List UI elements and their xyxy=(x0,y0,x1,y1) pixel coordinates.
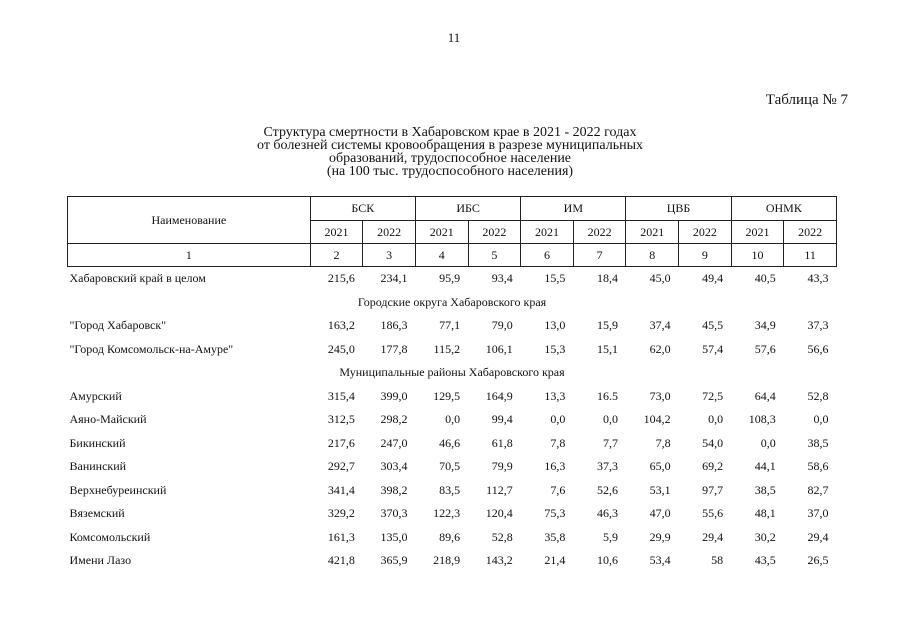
page-number: 11 xyxy=(447,30,461,45)
value-cell: 45,0 xyxy=(649,271,671,286)
value-cell: 186,3 xyxy=(380,318,408,333)
value-cell: 215,6 xyxy=(327,271,355,286)
territory-name: "Город Комсомольск-на-Амуре" xyxy=(69,341,234,356)
table-row xyxy=(68,338,837,362)
value-cell: 315,4 xyxy=(327,388,355,403)
column-number: 3 xyxy=(363,244,416,267)
value-cell: 218,9 xyxy=(433,553,461,568)
value-cell: 18,4 xyxy=(596,271,618,286)
table-row xyxy=(68,314,837,338)
value-cell: 61,8 xyxy=(491,435,513,450)
column-number: 7 xyxy=(573,244,626,267)
value-cell: 112,7 xyxy=(486,482,513,497)
value-cell: 97,7 xyxy=(702,482,724,497)
table-row xyxy=(68,526,837,550)
value-cell: 82,7 xyxy=(807,482,829,497)
value-cell: 95,9 xyxy=(439,271,461,286)
group-header-ibs: ИБС xyxy=(415,197,520,221)
value-cell: 40,5 xyxy=(754,271,776,286)
table-label: Таблица № 7 xyxy=(765,92,848,108)
value-cell: 72,5 xyxy=(702,388,724,403)
value-cell: 77,1 xyxy=(439,318,461,333)
territory-name: Вяземский xyxy=(69,506,125,521)
value-cell: 62,0 xyxy=(649,341,671,356)
column-number: 10 xyxy=(731,244,784,267)
value-cell: 69,2 xyxy=(702,459,724,474)
value-cell: 161,3 xyxy=(327,529,355,544)
value-cell: 421,8 xyxy=(327,553,355,568)
value-cell: 341,4 xyxy=(327,482,355,497)
value-cell: 247,0 xyxy=(380,435,408,450)
territory-name: Верхнебуреинский xyxy=(69,482,167,497)
value-cell: 135,0 xyxy=(380,529,408,544)
column-number: 2 xyxy=(310,244,363,267)
value-cell: 164,9 xyxy=(485,388,513,403)
territory-name: Ванинский xyxy=(69,459,127,474)
table-row xyxy=(68,549,837,573)
value-cell: 49,4 xyxy=(702,271,724,286)
value-cell: 217,6 xyxy=(327,435,355,450)
year-header: 2021 xyxy=(731,221,784,244)
value-cell: 70,5 xyxy=(439,459,461,474)
value-cell: 38,5 xyxy=(807,435,829,450)
value-cell: 79,0 xyxy=(491,318,513,333)
value-cell: 292,7 xyxy=(327,459,355,474)
value-cell: 89,6 xyxy=(439,529,461,544)
table-row xyxy=(68,479,837,503)
column-number: 1 xyxy=(68,244,311,267)
value-cell: 129,5 xyxy=(433,388,461,403)
value-cell: 104,2 xyxy=(643,412,671,427)
value-cell: 177,8 xyxy=(380,341,408,356)
value-cell: 46,6 xyxy=(439,435,461,450)
value-cell: 143,2 xyxy=(485,553,513,568)
value-cell: 48,1 xyxy=(754,506,776,521)
value-cell: 47,0 xyxy=(649,506,671,521)
value-cell: 122,3 xyxy=(433,506,461,521)
year-header: 2021 xyxy=(521,221,574,244)
year-header: 2022 xyxy=(784,221,837,244)
value-cell: 303,4 xyxy=(380,459,408,474)
value-cell: 15,5 xyxy=(544,271,566,286)
value-cell: 21,4 xyxy=(544,553,566,568)
value-cell: 34,9 xyxy=(754,318,776,333)
column-number: 5 xyxy=(468,244,521,267)
value-cell: 52,8 xyxy=(491,529,513,544)
territory-name: Бикинский xyxy=(69,435,126,450)
value-cell: 106,1 xyxy=(485,341,513,356)
territory-name: Комсомольский xyxy=(69,529,151,544)
value-cell: 46,3 xyxy=(596,506,618,521)
column-number: 11 xyxy=(784,244,837,267)
column-number: 6 xyxy=(521,244,574,267)
value-cell: 37,3 xyxy=(807,318,829,333)
value-cell: 15,3 xyxy=(544,341,566,356)
value-cell: 64,4 xyxy=(754,388,776,403)
column-number: 8 xyxy=(626,244,679,267)
value-cell: 99,4 xyxy=(491,412,513,427)
value-cell: 234,1 xyxy=(380,271,408,286)
table-row xyxy=(68,267,837,291)
table-body xyxy=(68,267,837,573)
year-header: 2021 xyxy=(626,221,679,244)
value-cell: 38,5 xyxy=(754,482,776,497)
value-cell: 29,4 xyxy=(807,529,829,544)
value-cell: 0,0 xyxy=(760,435,776,450)
value-cell: 298,2 xyxy=(380,412,408,427)
value-cell: 245,0 xyxy=(327,341,355,356)
mortality-table xyxy=(67,196,837,573)
value-cell: 0,0 xyxy=(813,412,829,427)
value-cell: 44,1 xyxy=(754,459,776,474)
value-cell: 57,4 xyxy=(702,341,724,356)
value-cell: 13,0 xyxy=(544,318,566,333)
year-header: 2022 xyxy=(573,221,626,244)
value-cell: 108,3 xyxy=(748,412,776,427)
year-header: 2021 xyxy=(415,221,468,244)
table-title xyxy=(200,126,700,178)
value-cell: 30,2 xyxy=(754,529,776,544)
section-row xyxy=(68,361,837,385)
value-cell: 93,4 xyxy=(491,271,513,286)
value-cell: 79,9 xyxy=(491,459,513,474)
value-cell: 7,8 xyxy=(655,435,671,450)
table-row xyxy=(68,455,837,479)
year-header: 2022 xyxy=(679,221,732,244)
table-row xyxy=(68,502,837,526)
value-cell: 7,6 xyxy=(550,482,566,497)
title-line: Структура смертности в Хабаровском крае в 2021 - 2022 годах xyxy=(263,125,637,140)
value-cell: 120,4 xyxy=(485,506,513,521)
title-line: (на 100 тыс. трудоспособного населения) xyxy=(326,164,574,179)
column-number: 9 xyxy=(679,244,732,267)
title-line: от болезней системы кровообращения в разрезе муниципальных xyxy=(257,138,643,153)
value-cell: 7,8 xyxy=(550,435,566,450)
table-row xyxy=(68,408,837,432)
value-cell: 26,5 xyxy=(807,553,829,568)
value-cell: 43,5 xyxy=(754,553,776,568)
value-cell: 65,0 xyxy=(649,459,671,474)
value-cell: 0,0 xyxy=(602,412,618,427)
value-cell: 13,3 xyxy=(544,388,566,403)
value-cell: 163,2 xyxy=(327,318,355,333)
value-cell: 58,6 xyxy=(807,459,829,474)
value-cell: 7,7 xyxy=(602,435,618,450)
value-cell: 37,0 xyxy=(807,506,829,521)
title-line: образований, трудоспособное население xyxy=(328,151,572,166)
value-cell: 5,9 xyxy=(602,529,618,544)
value-cell: 54,0 xyxy=(702,435,724,450)
value-cell: 0,0 xyxy=(445,412,461,427)
value-cell: 53,4 xyxy=(649,553,671,568)
name-header: Наименование xyxy=(68,197,311,244)
group-header-cvb: ЦВБ xyxy=(626,197,731,221)
value-cell: 58 xyxy=(711,553,724,568)
column-number: 4 xyxy=(415,244,468,267)
value-cell: 37,4 xyxy=(649,318,671,333)
value-cell: 52,8 xyxy=(807,388,829,403)
value-cell: 15,9 xyxy=(596,318,618,333)
value-cell: 398,2 xyxy=(380,482,408,497)
value-cell: 312,5 xyxy=(327,412,355,427)
value-cell: 115,2 xyxy=(433,341,461,356)
value-cell: 0,0 xyxy=(708,412,724,427)
territory-name: Аяно-Майский xyxy=(69,412,147,427)
group-header-im: ИМ xyxy=(521,197,626,221)
territory-name: "Город Хабаровск" xyxy=(69,318,167,333)
value-cell: 52,6 xyxy=(596,482,618,497)
value-cell: 37,3 xyxy=(596,459,618,474)
value-cell: 370,3 xyxy=(380,506,408,521)
value-cell: 75,3 xyxy=(544,506,566,521)
group-header-onmk: ОНМК xyxy=(731,197,836,221)
year-header: 2021 xyxy=(310,221,363,244)
year-header: 2022 xyxy=(363,221,416,244)
year-header: 2022 xyxy=(468,221,521,244)
value-cell: 43,3 xyxy=(807,271,829,286)
value-cell: 73,0 xyxy=(649,388,671,403)
value-cell: 83,5 xyxy=(439,482,461,497)
value-cell: 10,6 xyxy=(596,553,618,568)
value-cell: 57,6 xyxy=(754,341,776,356)
section-row xyxy=(68,291,837,315)
territory-name: Хабаровский край в целом xyxy=(69,271,206,286)
group-header-bsk: БСК xyxy=(310,197,415,221)
value-cell: 56,6 xyxy=(807,341,829,356)
table-row xyxy=(68,385,837,409)
value-cell: 329,2 xyxy=(327,506,355,521)
value-cell: 365,9 xyxy=(380,553,408,568)
territory-name: Амурский xyxy=(69,388,122,403)
value-cell: 55,6 xyxy=(702,506,724,521)
section-heading: Городские округа Хабаровского края xyxy=(357,294,547,309)
value-cell: 0,0 xyxy=(550,412,566,427)
value-cell: 16.5 xyxy=(596,388,618,403)
section-heading: Муниципальные районы Хабаровского края xyxy=(339,365,565,380)
value-cell: 15,1 xyxy=(596,341,618,356)
table-row xyxy=(68,432,837,456)
territory-name: Имени Лазо xyxy=(69,553,132,568)
value-cell: 35,8 xyxy=(544,529,566,544)
value-cell: 399,0 xyxy=(380,388,408,403)
value-cell: 16,3 xyxy=(544,459,566,474)
value-cell: 45,5 xyxy=(702,318,724,333)
value-cell: 53,1 xyxy=(649,482,671,497)
value-cell: 29,9 xyxy=(649,529,671,544)
value-cell: 29,4 xyxy=(702,529,724,544)
